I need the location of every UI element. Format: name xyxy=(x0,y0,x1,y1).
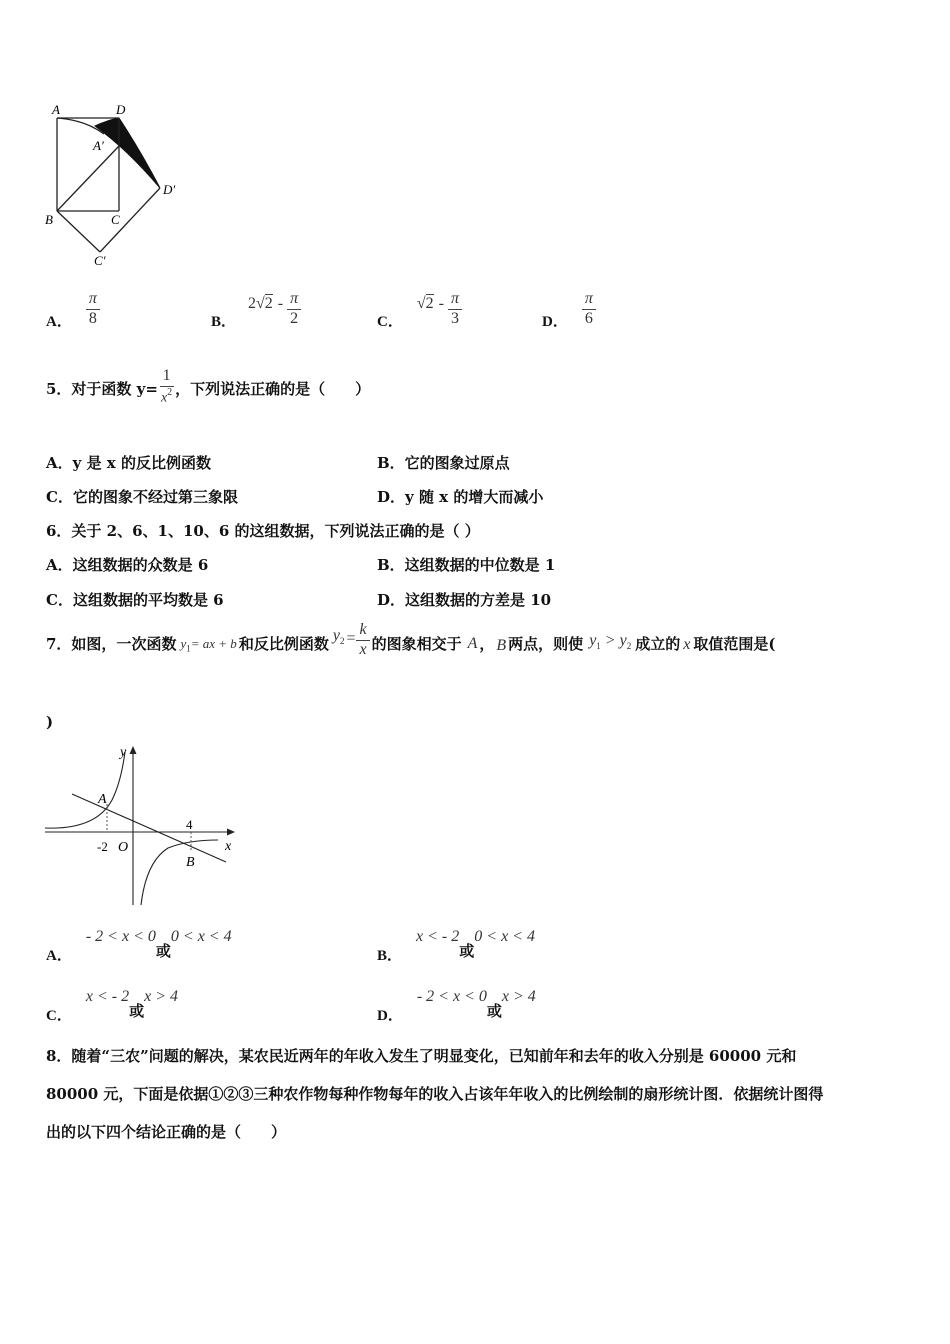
q7-stem xyxy=(46,622,775,659)
q7-close-paren: ) xyxy=(46,713,54,731)
q7-point-a: A xyxy=(467,635,478,653)
option-letter: B． xyxy=(211,314,237,330)
q4-geometry-figure xyxy=(40,98,190,270)
q7-text-3: 的图象相交于 xyxy=(371,634,462,653)
q6-option-d[interactable]: D．这组数据的方差是 10 xyxy=(377,591,552,609)
q7-text-4: 两点，则使 xyxy=(508,634,584,653)
option-letter: A． xyxy=(46,314,72,330)
q4-option-c[interactable] xyxy=(377,288,462,331)
q7-option-d[interactable] xyxy=(377,988,536,1025)
option-letter: C． xyxy=(377,314,403,330)
fraction: $\frac{\pi}{8}$ xyxy=(86,291,100,328)
interval-1: - 2 < x < 0 xyxy=(85,928,156,945)
q7-inequality: $y_1 > y_2$ xyxy=(589,631,632,651)
q8-line-1: 8．随着“三农”问题的解决，某农民近两年的年收入发生了明显变化，已知前年和去年的收入分别是 60000 元和 xyxy=(46,1047,797,1065)
graph-tick-4: 4 xyxy=(186,817,193,832)
label-B: B xyxy=(45,212,53,227)
option-letter: A． xyxy=(46,948,72,964)
operator: - xyxy=(438,294,444,312)
sqrt: √2 xyxy=(416,294,434,312)
interval-2: 0 < x < 4 xyxy=(170,928,232,945)
q5-option-c[interactable]: C．它的图象不经过第三象限 xyxy=(46,488,238,506)
q5-option-d[interactable]: D．y 随 x 的增大而减小 xyxy=(377,488,544,506)
q8-line-2: 80000 元，下面是依据①②③三种农作物每种作物每年的收入占该年年收入的比例绘制的扇形统计图．依据统计图得 xyxy=(46,1085,824,1103)
fraction: $\frac{\pi}{2}$ xyxy=(287,291,301,328)
q6-option-a[interactable]: A．这组数据的众数是 6 xyxy=(46,556,209,574)
option-letter: D． xyxy=(377,1008,403,1024)
interval-2: x > 4 xyxy=(144,988,178,1005)
q7-function-graph xyxy=(40,740,240,910)
q4-option-d[interactable] xyxy=(542,288,596,331)
or-word: 或 xyxy=(459,942,475,960)
axis-label-x: x xyxy=(225,839,232,854)
q4-option-a[interactable] xyxy=(46,288,100,331)
label-A-prime: A′ xyxy=(93,138,104,153)
q4-option-b[interactable] xyxy=(211,288,301,331)
q5-stem-after: ，下列说法正确的是（ ） xyxy=(175,380,371,399)
q7-option-b[interactable] xyxy=(377,928,535,965)
option-letter: D． xyxy=(542,314,568,330)
q7-text-1: 7．如图，一次函数 xyxy=(46,634,177,653)
fraction: $\frac{\pi}{6}$ xyxy=(582,291,596,328)
or-word: 或 xyxy=(155,942,171,960)
label-A: A xyxy=(52,102,60,117)
fraction: $\frac{\pi}{3}$ xyxy=(448,291,462,328)
q5-fraction: $\frac{1}{x^2}$ xyxy=(160,367,173,406)
q7-comma: ， xyxy=(479,634,495,653)
q5-option-a[interactable]: A．y 是 x 的反比例函数 xyxy=(46,454,211,472)
q6-stem: 6．关于 2、6、1、10、6 的这组数据，下列说法正确的是（ ） xyxy=(46,522,480,540)
q8-line-3: 出的以下四个结论正确的是（ ） xyxy=(46,1123,287,1141)
label-C-prime: C′ xyxy=(94,253,106,268)
q7-k-over-x: $\frac{k}{x}$ xyxy=(356,622,369,659)
q6-option-c[interactable]: C．这组数据的平均数是 6 xyxy=(46,591,224,609)
graph-point-b: B xyxy=(186,855,195,870)
or-word: 或 xyxy=(129,1002,145,1020)
option-letter: C． xyxy=(46,1008,72,1024)
q7-var-x: x xyxy=(683,636,691,654)
q5-stem xyxy=(46,368,370,406)
interval-1: x < - 2 xyxy=(416,928,460,945)
q7-y2-equals: = xyxy=(346,630,356,648)
label-C: C xyxy=(111,212,120,227)
sqrt: √2 xyxy=(256,294,273,312)
q7-y2-var: $y_2$ xyxy=(332,626,345,646)
axis-label-y: y xyxy=(120,745,127,760)
operator: - xyxy=(277,294,284,312)
q5-option-b[interactable]: B．它的图象过原点 xyxy=(377,454,510,472)
q5-stem-before: 5．对于函数 y= xyxy=(46,380,158,399)
q7-option-c[interactable] xyxy=(46,988,178,1025)
option-letter: B． xyxy=(377,948,403,964)
q7-text-2: 和反比例函数 xyxy=(238,634,329,653)
q7-text-6: 取值范围是( xyxy=(693,634,776,653)
shaded-region xyxy=(95,118,160,188)
q7-point-b: B xyxy=(496,637,507,655)
label-D-prime: D′ xyxy=(163,182,176,197)
q7-y1-expr: $y_1=$ ax + b xyxy=(180,635,237,654)
q7-text-5: 成立的 xyxy=(635,634,681,653)
interval-2: 0 < x < 4 xyxy=(474,928,535,945)
interval-1: - 2 < x < 0 xyxy=(416,988,487,1005)
or-word: 或 xyxy=(486,1002,502,1020)
graph-point-a: A xyxy=(98,792,107,807)
label-D: D xyxy=(116,102,126,117)
coefficient: 2 xyxy=(248,294,257,312)
q6-option-b[interactable]: B．这组数据的中位数是 1 xyxy=(377,556,556,574)
q7-option-a[interactable] xyxy=(46,928,232,965)
graph-origin: O xyxy=(118,840,129,855)
graph-tick-neg2: -2 xyxy=(97,839,108,854)
interval-2: x > 4 xyxy=(501,988,536,1005)
interval-1: x < - 2 xyxy=(85,988,130,1005)
